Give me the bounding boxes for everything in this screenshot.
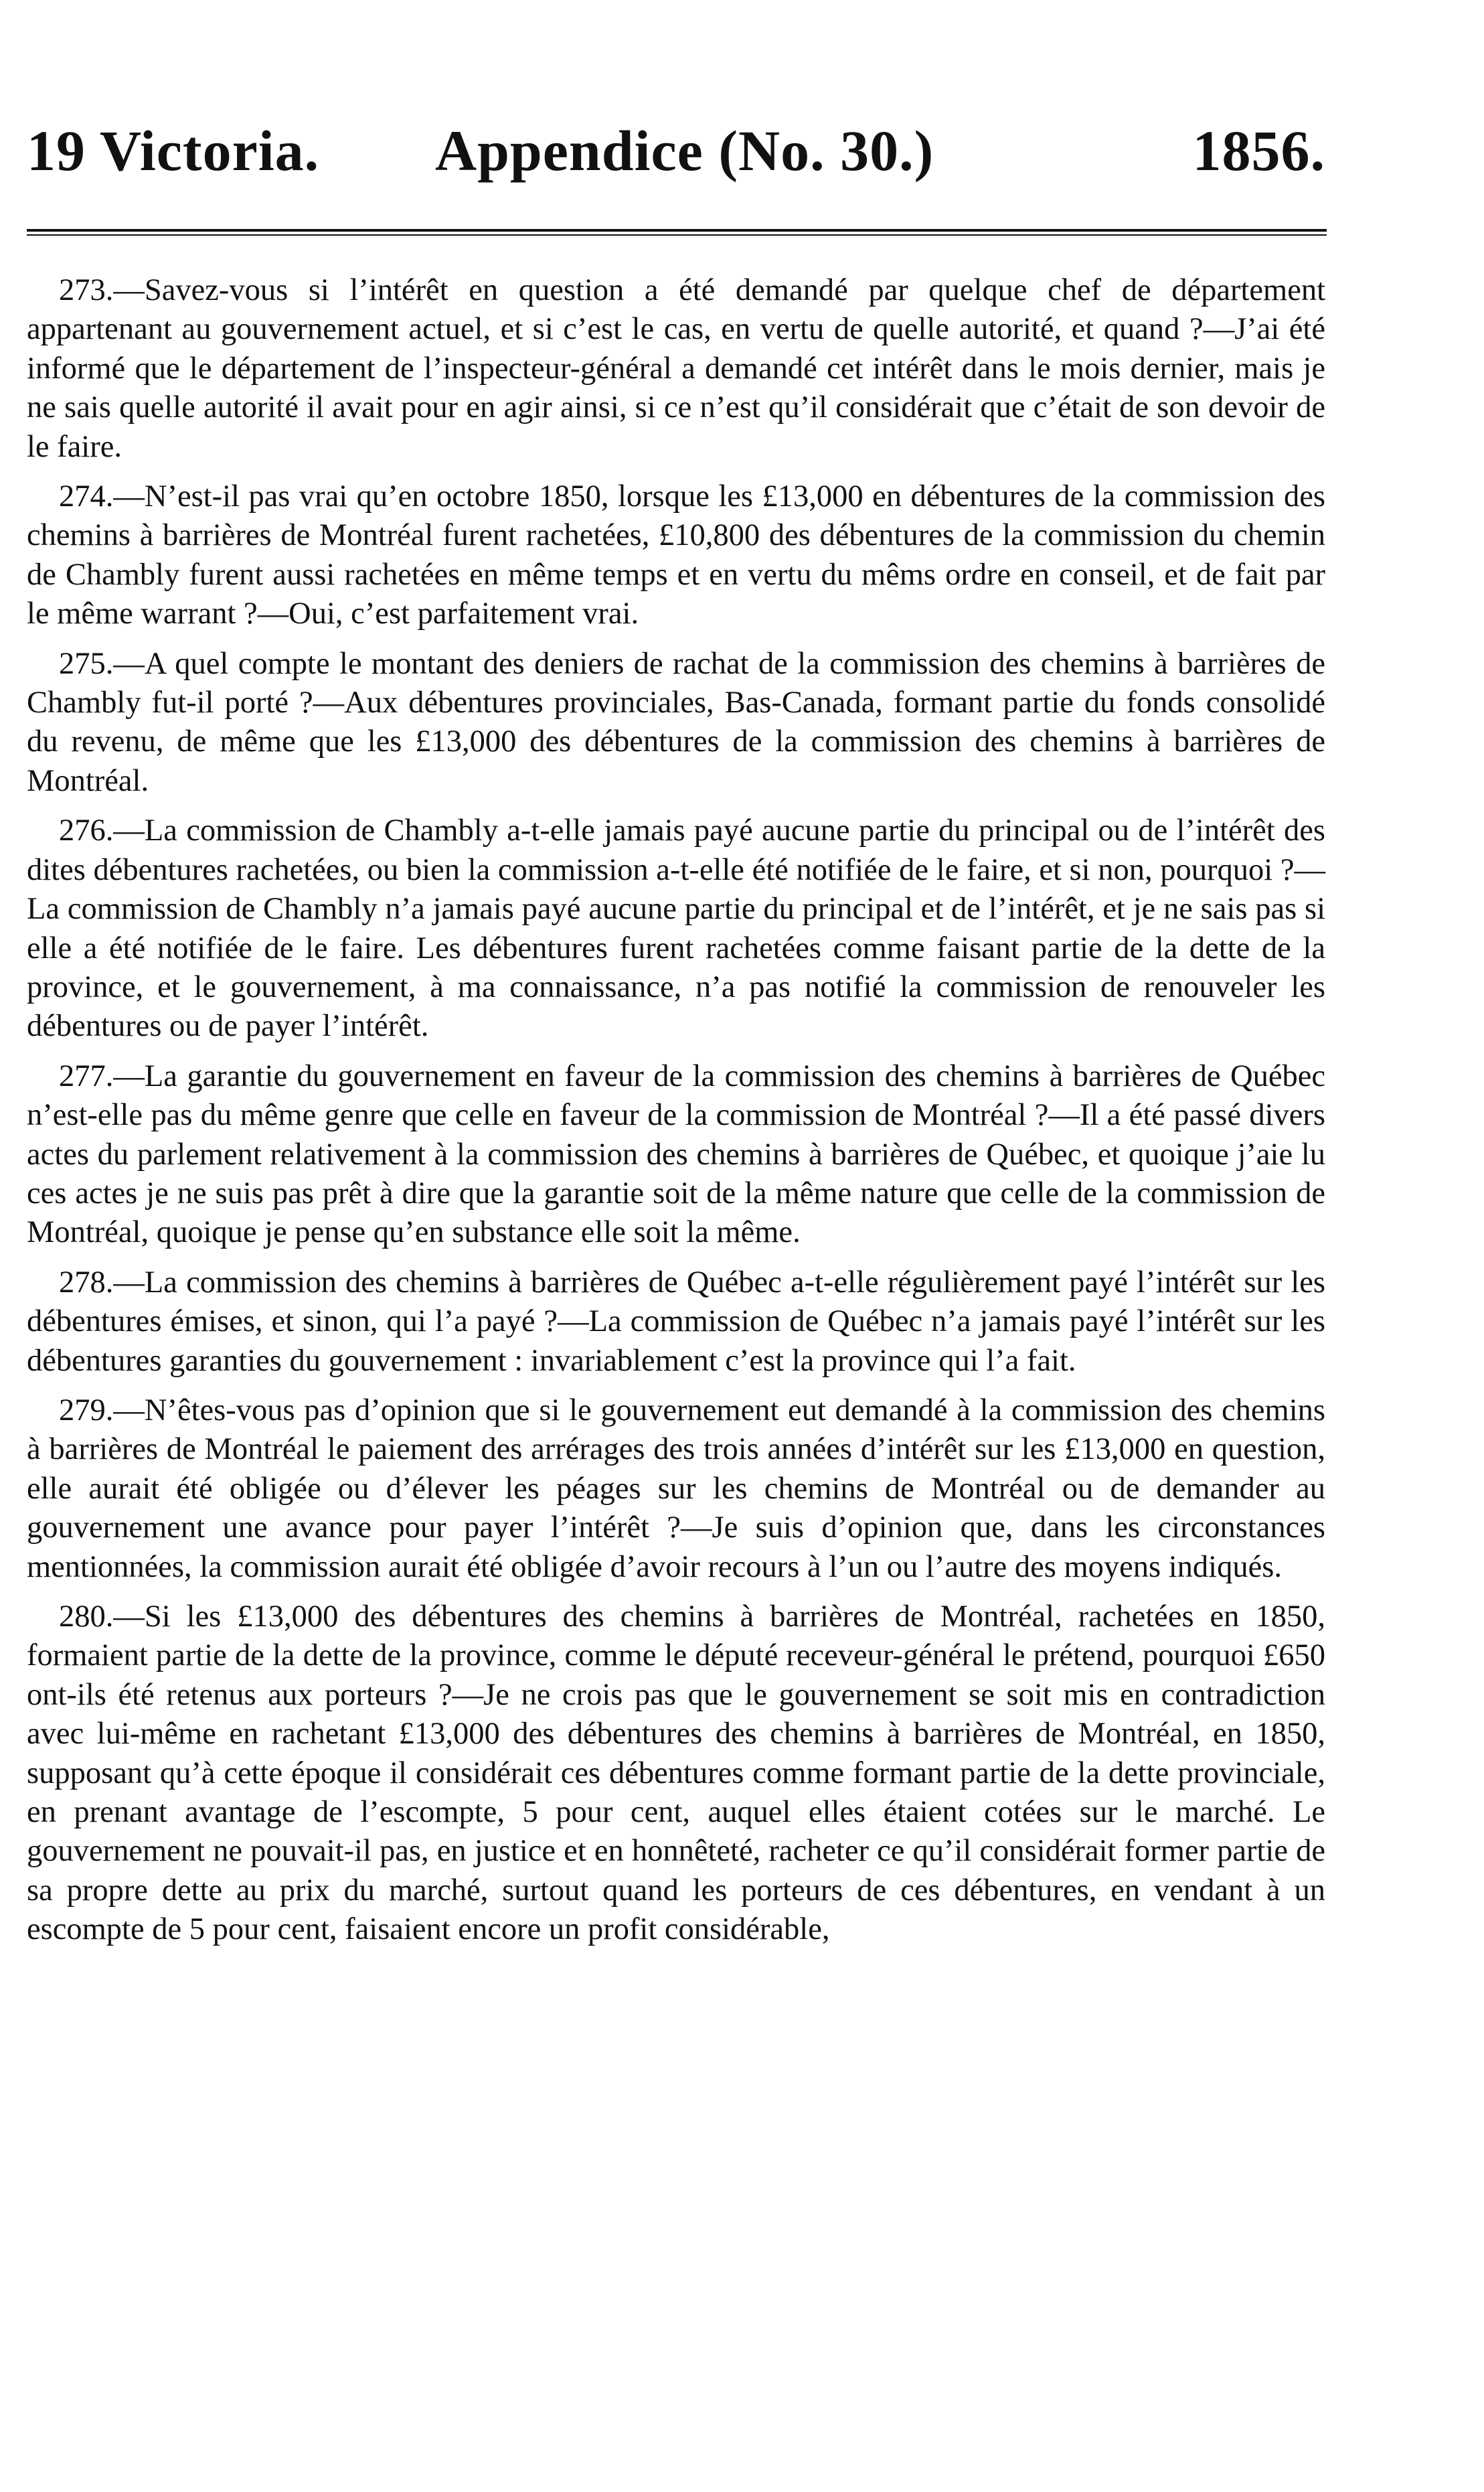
paragraph-280: 280.—Si les £13,000 des débentures des chemins à barrières de Montréal, rachetées en 1850, formaient partie de la dette de la province, comme le député receveur-général le prétend, pourquoi £650 ont-ils été retenus aux porteurs ?—Je ne crois pas que le gouvernement se soit mis en contradiction avec lui-même en rachetant £13,000 des débentures des chemins à barrières de Montréal, en 1850, supposant qu’à cette époque il considérait ces débentures comme formant partie de la dette provinciale, en prenant avantage de l’escompte, 5 pour cent, auquel elles étaient cotées sur le marché. Le gouvernement ne pouvait-il pas, en justice et en honnêteté, racheter ce qu’il considérait former partie de sa propre dette au prix du marché, surtout quand les porteurs de ces débentures, en vendant à un escompte de 5 pour cent, faisaient encore un profit considérable, — [27, 1600, 1325, 1947]
running-header — [27, 110, 1325, 191]
header-rule-thin — [27, 234, 1327, 236]
header-appendix: Appendice (No. 30.) — [435, 119, 934, 183]
paragraph-274: 274.—N’est-il pas vrai qu’en octobre 1850, lorsque les £13,000 en débentures de la commission des chemins à barrières de Montréal furent rachetées, £10,800 des débentures de la commission du chemin de Chambly furent aussi rachetées en même temps et en vertu du mêms ordre en conseil, et de fait par le même warrant ?—Oui, c’est parfaitement vrai. — [27, 479, 1325, 631]
paragraph-275: 275.—A quel compte le montant des deniers de rachat de la commission des chemins à barrières de Chambly fut-il porté ?—Aux débentures provinciales, Bas-Canada, formant partie du fonds consolidé du revenu, de même que les £13,000 des débentures de la commission des chemins à barrières de Montréal. — [27, 646, 1325, 798]
header-year: 1856. — [1192, 119, 1325, 183]
body-text — [27, 271, 1325, 1960]
header-rule-thick — [27, 229, 1327, 232]
header-session: 19 Victoria. — [27, 119, 320, 183]
paragraph-273: 273.—Savez-vous si l’intérêt en question a été demandé par quelque chef de département appartenant au gouvernement actuel, et si c’est le cas, en vertu de quelle autorité, et quand ?—J’ai été informé que le département de l’inspecteur-général a demandé cet intérêt dans le mois dernier, mais je ne sais quelle autorité il avait pour en agir ainsi, si ce n’est qu’il considérait que c’était de son devoir de le faire. — [27, 273, 1325, 464]
paragraph-276: 276.—La commission de Chambly a-t-elle jamais payé aucune partie du principal ou de l’intérêt des dites débentures rachetées, ou bien la commission a-t-elle été notifiée de le faire, et si non, pourquoi ?—La commission de Chambly n’a jamais payé aucune partie du principal et de l’intérêt, et je ne sais pas si elle a été notifiée de le faire. Les débentures furent rachetées comme faisant partie de la dette de la province, et le gouvernement, à ma connaissance, n’a pas notifié la commission de renouveler les débentures ou de payer l’intérêt. — [27, 813, 1325, 1044]
paragraph-277: 277.—La garantie du gouvernement en faveur de la commission des chemins à barrières de Québec n’est-elle pas du même genre que celle en faveur de la commission de Montréal ?—Il a été passé divers actes du parlement relativement à la commission des chemins à barrières de Québec, et quoique j’aie lu ces actes je ne suis pas prêt à dire que la garantie soit de la même nature que celle de la commission de Montréal, quoique je pense qu’en substance elle soit la même. — [27, 1059, 1325, 1250]
paragraph-278: 278.—La commission des chemins à barrières de Québec a-t-elle régulièrement payé l’intérêt sur les débentures émises, et sinon, qui l’a payé ?—La commission de Québec n’a jamais payé l’intérêt sur les débentures garanties du gouvernement : invariablement c’est la province qui l’a fait. — [27, 1265, 1325, 1378]
paragraph-279: 279.—N’êtes-vous pas d’opinion que si le gouvernement eut demandé à la commission des chemins à barrières de Montréal le paiement des arrérages des trois années d’intérêt sur les £13,000 en question, elle aurait été obligée ou d’élever les péages sur les chemins de Montréal ou de demander au gouvernement une avance pour payer l’intérêt ?—Je suis d’opinion que, dans les circonstances mentionnées, la commission aurait été obligée d’avoir recours à l’un ou l’autre des moyens indiqués. — [27, 1393, 1325, 1584]
